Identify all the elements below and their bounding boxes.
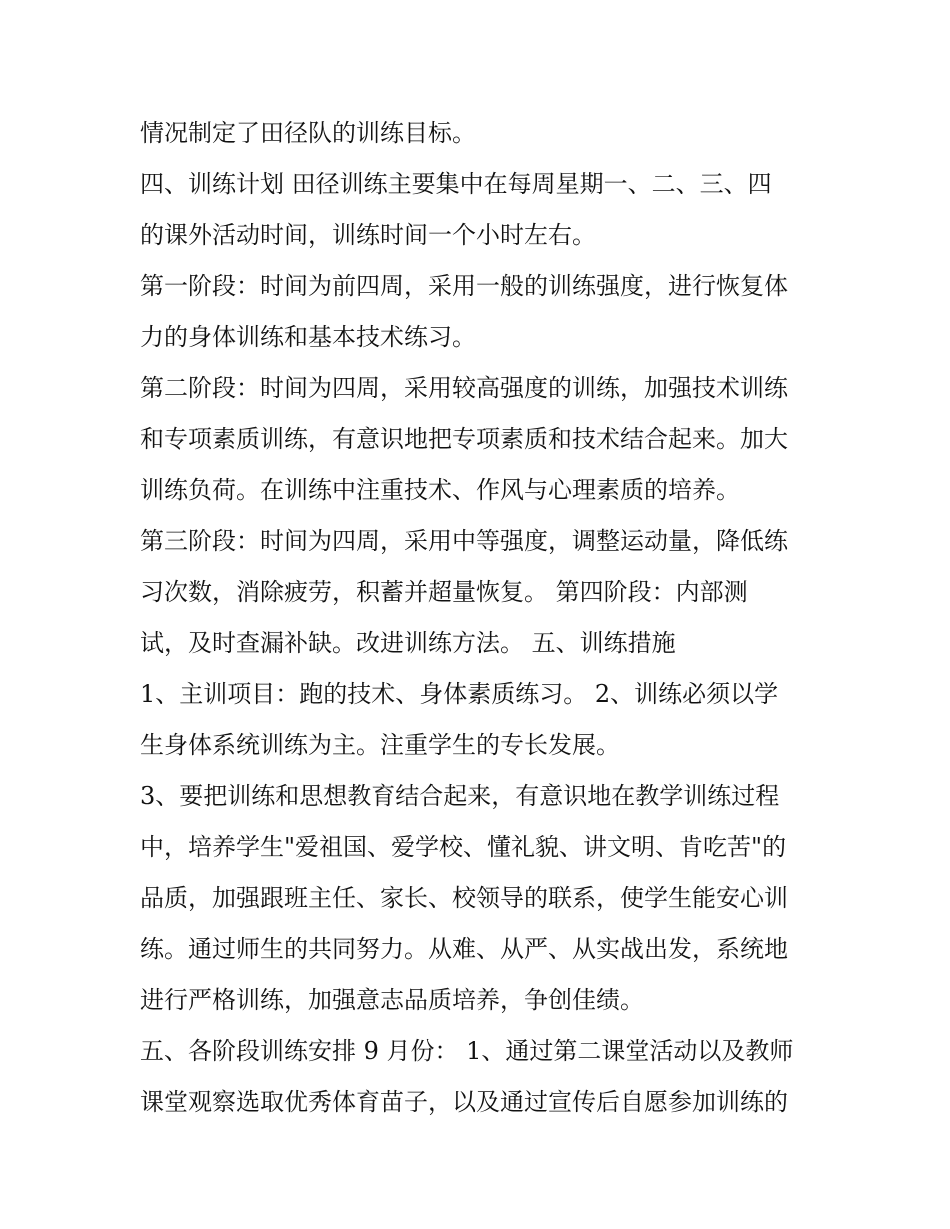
text-line: 四、训练计划 田径训练主要集中在每周星期一、二、三、四 xyxy=(140,170,772,198)
text-line: 试，及时查漏补缺。改进训练方法。 五、训练措施 xyxy=(140,629,676,657)
text-line: 1、主训项目：跑的技术、身体素质练习。 2、训练必须以学 xyxy=(140,680,779,708)
text-line: 情况制定了田径队的训练目标。 xyxy=(140,119,476,147)
text-line: 中，培养学生"爱祖国、爱学校、懂礼貌、讲文明、肯吃苦"的 xyxy=(140,833,787,861)
text-line: 练。通过师生的共同努力。从难、从严、从实战出发，系统地 xyxy=(140,935,788,963)
text-line: 品质，加强跟班主任、家长、校领导的联系，使学生能安心训 xyxy=(140,884,788,912)
text-line: 第三阶段：时间为四周，采用中等强度，调整运动量，降低练 xyxy=(140,527,788,555)
document-body xyxy=(140,108,830,1128)
text-line: 训练负荷。在训练中注重技术、作风与心理素质的培养。 xyxy=(140,476,740,504)
text-line: 五、各阶段训练安排 9 月份： 1、通过第二课堂活动以及教师 xyxy=(140,1037,794,1065)
text-line: 第二阶段：时间为四周，采用较高强度的训练，加强技术训练 xyxy=(140,374,788,402)
text-line: 的课外活动时间，训练时间一个小时左右。 xyxy=(140,221,596,249)
text-line: 习次数，消除疲劳，积蓄并超量恢复。 第四阶段：内部测 xyxy=(140,578,748,606)
text-line: 第一阶段：时间为前四周，采用一般的训练强度，进行恢复体 xyxy=(140,272,788,300)
text-line: 力的身体训练和基本技术练习。 xyxy=(140,323,476,351)
text-line: 3、要把训练和思想教育结合起来，有意识地在教学训练过程 xyxy=(140,782,780,810)
text-line: 生身体系统训练为主。注重学生的专长发展。 xyxy=(140,731,620,759)
text-line: 进行严格训练，加强意志品质培养，争创佳绩。 xyxy=(140,986,644,1014)
text-line: 和专项素质训练，有意识地把专项素质和技术结合起来。加大 xyxy=(140,425,788,453)
text-line: 课堂观察选取优秀体育苗子，以及通过宣传后自愿参加训练的 xyxy=(140,1088,788,1116)
